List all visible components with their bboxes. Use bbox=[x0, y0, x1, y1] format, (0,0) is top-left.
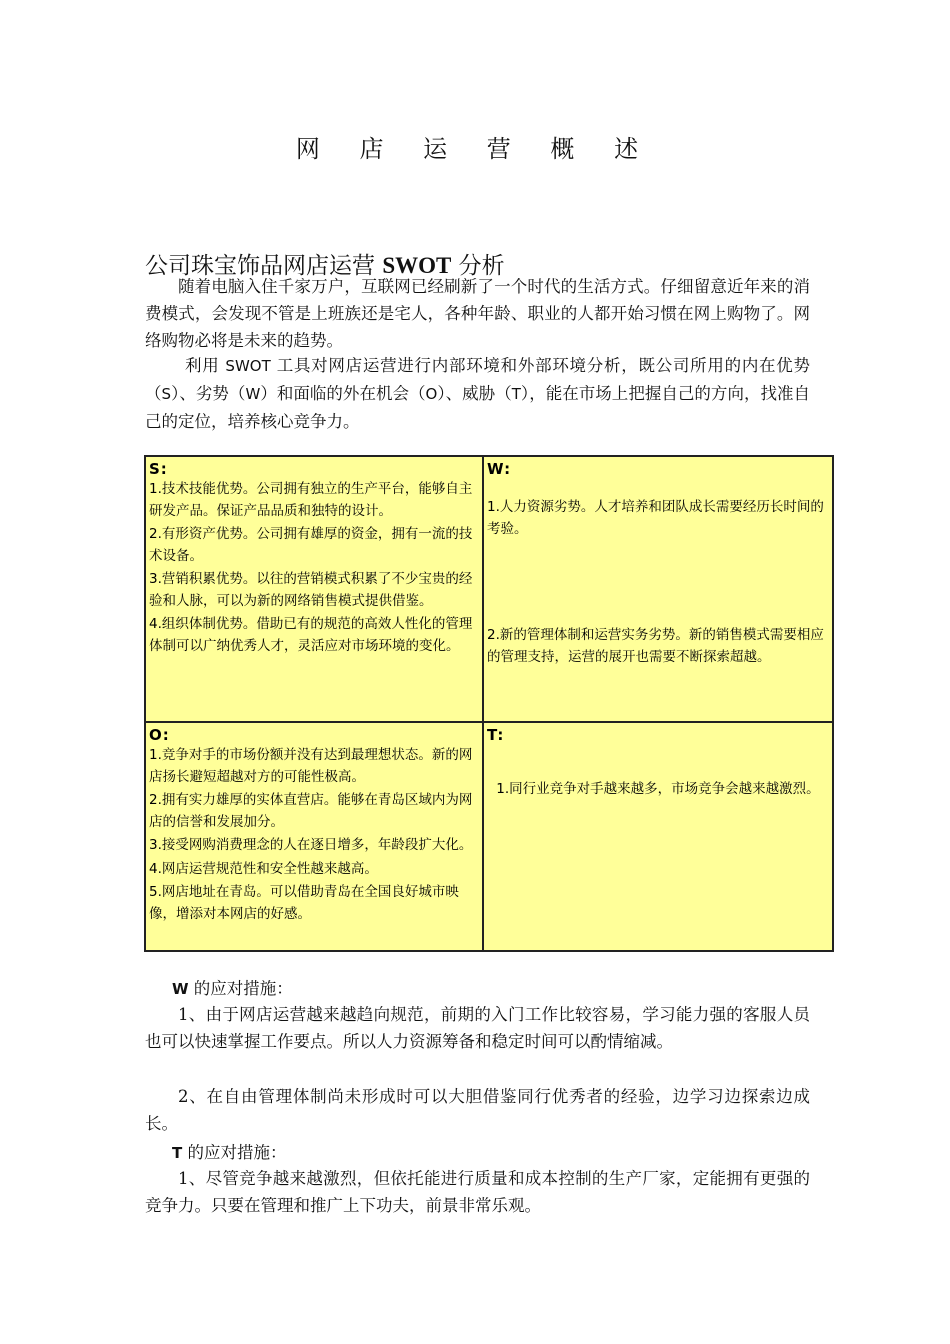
t-measures-text: 的应对措施： bbox=[182, 1143, 287, 1162]
o-item-2: 2.拥有实力雄厚的实体直营店。能够在青岛区域内为网店的信誉和发展加分。 bbox=[149, 792, 473, 830]
w-measure-1: 1、由于网店运营越来越趋向规范，前期的入门工作比较容易，学习能力强的客服人员也可以快速掌握工作要点。所以人力资源筹备和稳定时间可以酌情缩减。 bbox=[145, 1005, 810, 1051]
p2-text-c: ）、劣势（ bbox=[171, 384, 246, 403]
t-measure-1: 1、尽管竞争越来越激烈，但依托能进行质量和成本控制的生产厂家，定能拥有更强的竞争力。只要在管理和推广上下功夫，前景非常乐观。 bbox=[145, 1169, 810, 1215]
s-item-1: 1.技术技能优势。公司拥有独立的生产平台，能够自主研发产品。保证产品品质和独特的设计。 bbox=[149, 481, 473, 519]
p2-o: O bbox=[425, 385, 438, 403]
heading-suffix: 分析 bbox=[451, 253, 505, 280]
swot-cell-o bbox=[145, 722, 483, 951]
p2-text-e: ）、威胁（ bbox=[437, 384, 512, 403]
p2-t: T bbox=[511, 385, 521, 403]
p2-text-f: ），能在市场上把握自己的方向，找准自己的定位，培养核心竞争力。 bbox=[145, 384, 811, 431]
t-measures-heading bbox=[172, 1139, 286, 1163]
swot-cell-s bbox=[145, 456, 483, 722]
o-item-1: 1.竞争对手的市场份额并没有达到最理想状态。新的网店扬长避短超越对方的可能性极高。 bbox=[149, 747, 473, 785]
p2-text-a: 利用 bbox=[185, 356, 226, 375]
s-label: S: bbox=[149, 460, 168, 478]
page-title: 网 店 运 营 概 述 bbox=[295, 135, 655, 164]
o-item-5: 5.网店地址在青岛。可以借助青岛在全国良好城市映像，增添对本网店的好感。 bbox=[149, 884, 459, 922]
p2-w: W bbox=[245, 385, 261, 403]
s-item-3: 3.营销积累优势。以往的营销模式积累了不少宝贵的经验和人脉，可以为新的网络销售模式提供借鉴。 bbox=[149, 571, 473, 609]
w-measures-text: 的应对措施： bbox=[188, 979, 293, 998]
swot-cell-w bbox=[483, 456, 833, 722]
o-item-4: 4.网店运营规范性和安全性越来越高。 bbox=[149, 860, 378, 877]
s-item-4: 4.组织体制优势。借助已有的规范的高效人性化的管理体制可以广纳优秀人才，灵活应对市场环境的变化。 bbox=[149, 616, 473, 654]
p2-swot: SWOT bbox=[225, 357, 271, 375]
t-label: T: bbox=[487, 726, 505, 744]
w-label: W: bbox=[487, 460, 512, 478]
t-item-1: 1.同行业竞争对手越来越多，市场竞争会越来越激烈。 bbox=[496, 781, 820, 797]
w-measure-2: 2、在自由管理体制尚未形成时可以大胆借鉴同行优秀者的经验，边学习边探索边成长。 bbox=[145, 1087, 810, 1133]
s-item-2: 2.有形资产优势。公司拥有雄厚的资金，拥有一流的技术设备。 bbox=[149, 526, 473, 564]
o-item-3: 3.接受网购消费理念的人在逐日增多，年龄段扩大化。 bbox=[149, 837, 473, 853]
p2-text-b: 工具对网店运营进行内部环境和外部环境分析，既公司所用的内在优势（ bbox=[145, 356, 810, 403]
p2-s: S bbox=[161, 385, 172, 403]
t-measures-letter: T bbox=[172, 1144, 183, 1162]
w-item-2: 2.新的管理体制和运营实务劣势。新的销售模式需要相应的管理支持，运营的展开也需要不断探索超越。 bbox=[487, 627, 824, 665]
p2-text-d: ）和面临的外在机会（ bbox=[260, 384, 426, 403]
w-measures-heading bbox=[172, 975, 293, 999]
o-label: O: bbox=[149, 726, 170, 744]
swot-cell-t bbox=[483, 722, 833, 951]
intro-paragraph-1: 随着电脑入住千家万户，互联网已经刷新了一个时代的生活方式。仔细留意近年来的消费模式，会发现不管是上班族还是宅人，各种年龄、职业的人都开始习惯在网上购物了。网络购物必将是未来的趋势。 bbox=[145, 277, 810, 350]
w-item-1: 1.人力资源劣势。人才培养和团队成长需要经历长时间的考验。 bbox=[487, 499, 824, 537]
heading-prefix: 公司珠宝饰品网店运营 bbox=[145, 253, 383, 280]
intro-paragraph-2 bbox=[145, 352, 810, 435]
swot-table bbox=[144, 455, 834, 952]
heading-swot: SWOT bbox=[382, 253, 452, 279]
w-measures-letter: W bbox=[172, 980, 189, 998]
